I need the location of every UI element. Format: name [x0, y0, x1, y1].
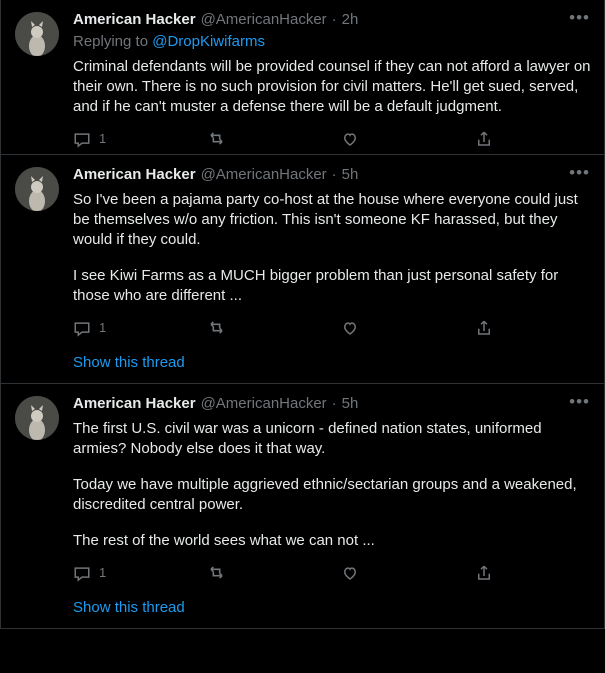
avatar[interactable]	[15, 396, 59, 440]
like-button[interactable]	[341, 318, 475, 337]
share-button[interactable]	[475, 318, 501, 337]
separator-dot: ·	[331, 166, 337, 183]
reply-count: 1	[99, 131, 107, 146]
user-handle[interactable]: @AmericanHacker	[200, 395, 327, 412]
avatar[interactable]	[15, 167, 59, 211]
separator-dot: ·	[331, 395, 337, 412]
retweet-icon	[207, 129, 226, 148]
share-icon	[475, 564, 493, 582]
reply-button[interactable]	[73, 563, 207, 582]
tweet-text: The rest of the world sees what we can not ...	[73, 532, 375, 549]
retweet-button[interactable]	[207, 318, 341, 337]
tweet-body	[63, 10, 595, 148]
avatar-column	[15, 165, 63, 377]
display-name[interactable]: American Hacker	[73, 166, 196, 183]
tweet-text: Today we have multiple aggrieved ethnic/sectarian groups and a weakened, discredited central power.	[73, 476, 581, 513]
timestamp[interactable]: 5h	[341, 166, 359, 183]
user-handle[interactable]: @AmericanHacker	[200, 11, 327, 28]
tweet-header	[73, 10, 592, 30]
tweet-text: So I've been a pajama party co-host at the house where everyone could just be themselves w/o any friction. This isn't someone KF harassed, but they would if they could.	[73, 191, 583, 248]
separator-dot: ·	[331, 11, 337, 28]
timestamp[interactable]: 2h	[341, 11, 359, 28]
share-button[interactable]	[475, 563, 501, 582]
share-button[interactable]	[475, 129, 501, 148]
display-name[interactable]: American Hacker	[73, 11, 196, 28]
reply-count: 1	[99, 320, 107, 335]
more-options-icon[interactable]: •••	[569, 8, 590, 27]
tweet-header	[73, 165, 592, 185]
tweet-actions	[73, 563, 503, 582]
like-button[interactable]	[341, 129, 475, 148]
avatar[interactable]	[15, 12, 59, 56]
retweet-icon	[207, 563, 226, 582]
avatar-image	[15, 12, 59, 56]
replying-to	[73, 32, 592, 52]
tweet-text: Criminal defendants will be provided counsel if they can not afford a lawyer on their own. There is no such provision for civil matters. He'll get sued, served, and if he can't muster a defense there will be a default judgment.	[73, 58, 595, 115]
tweet-actions	[73, 318, 503, 337]
reply-icon	[73, 319, 91, 337]
tweet-item[interactable]	[1, 155, 604, 384]
like-button[interactable]	[341, 563, 475, 582]
display-name[interactable]: American Hacker	[73, 395, 196, 412]
avatar-column	[15, 394, 63, 622]
tweet-body	[63, 394, 592, 622]
reply-icon	[73, 130, 91, 148]
retweet-icon	[207, 318, 226, 337]
share-icon	[475, 130, 493, 148]
tweet-body	[63, 165, 592, 377]
show-thread-link[interactable]: Show this thread	[73, 599, 185, 616]
like-icon	[341, 319, 359, 337]
show-thread-link[interactable]: Show this thread	[73, 354, 185, 371]
tweet-text: I see Kiwi Farms as a MUCH bigger problem than just personal safety for those who are different ...	[73, 267, 563, 304]
avatar-image	[15, 396, 59, 440]
tweet-actions	[73, 129, 503, 148]
tweet-text: The first U.S. civil war was a unicorn - defined nation states, uniformed armies? Nobody else does it that way.	[73, 420, 546, 457]
tweet-header	[73, 394, 592, 414]
avatar-column	[15, 10, 63, 148]
reply-count: 1	[99, 565, 107, 580]
like-icon	[341, 130, 359, 148]
replying-prefix: Replying to	[73, 33, 153, 50]
timestamp[interactable]: 5h	[341, 395, 359, 412]
more-options-icon[interactable]: •••	[569, 163, 590, 182]
replying-mention[interactable]: @DropKiwifarms	[152, 33, 265, 50]
like-icon	[341, 564, 359, 582]
tweet-item[interactable]	[1, 0, 604, 155]
share-icon	[475, 319, 493, 337]
reply-icon	[73, 564, 91, 582]
user-handle[interactable]: @AmericanHacker	[200, 166, 327, 183]
more-options-icon[interactable]: •••	[569, 392, 590, 411]
reply-button[interactable]	[73, 129, 207, 148]
avatar-image	[15, 167, 59, 211]
retweet-button[interactable]	[207, 129, 341, 148]
reply-button[interactable]	[73, 318, 207, 337]
tweet-item[interactable]	[1, 384, 604, 629]
retweet-button[interactable]	[207, 563, 341, 582]
